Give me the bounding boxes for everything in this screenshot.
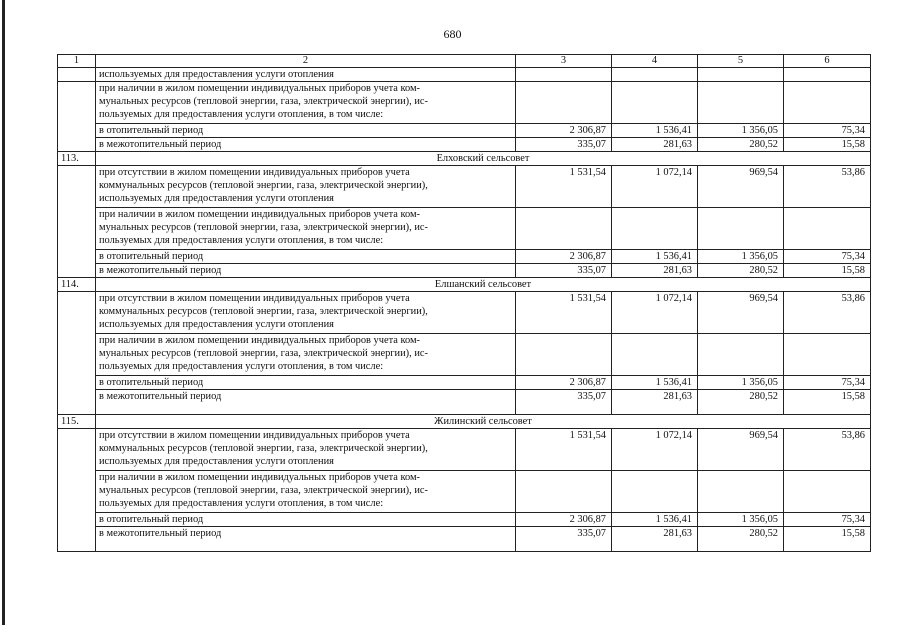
text-line: при наличии в жилом помещении индивидуальных приборов учета ком- (99, 83, 421, 94)
table-row (58, 250, 871, 264)
value-cell: 15,58 (784, 527, 871, 552)
value-cell: 1 531,54 (516, 429, 612, 471)
value-cell: 1 356,05 (698, 124, 784, 138)
table-row (58, 166, 871, 208)
table-cell (58, 429, 96, 552)
value-cell: 15,58 (784, 264, 871, 278)
row-description (96, 429, 516, 471)
section-number: 114. (58, 278, 96, 292)
section-name: Жилинский сельсовет (96, 415, 871, 429)
text-line: мунальных ресурсов (тепловой энергии, газа, электрической энергии), ис- (99, 96, 428, 107)
text-line: пользуемых для предоставления услуги отопления, в том числе: (99, 361, 384, 372)
value-cell: 75,34 (784, 124, 871, 138)
value-cell: 53,86 (784, 429, 871, 471)
header-cell: 3 (516, 55, 612, 68)
row-label: в межотопительный период (96, 527, 516, 552)
text-line: при наличии в жилом помещении индивидуальных приборов учета ком- (99, 209, 421, 220)
text-line: коммунальных ресурсов (тепловой энергии, газа, электрической энергии), (99, 306, 428, 317)
binding-edge (2, 0, 5, 625)
value-cell: 75,34 (784, 513, 871, 527)
header-cell: 5 (698, 55, 784, 68)
table-cell (612, 68, 698, 82)
row-description (96, 208, 516, 250)
value-cell: 1 072,14 (612, 429, 698, 471)
text-line: используемых для предоставления услуги отопления (99, 456, 334, 467)
page-number: 680 (443, 27, 462, 41)
text-line: коммунальных ресурсов (тепловой энергии, газа, электрической энергии), (99, 180, 428, 191)
section-number: 115. (58, 415, 96, 429)
value-cell: 280,52 (698, 527, 784, 552)
value-cell (698, 82, 784, 124)
value-cell (698, 208, 784, 250)
section-number: 113. (58, 152, 96, 166)
table-row (58, 513, 871, 527)
row-label: в межотопительный период (96, 264, 516, 278)
value-cell: 1 356,05 (698, 250, 784, 264)
row-label: в отопительный период (96, 513, 516, 527)
value-cell: 335,07 (516, 390, 612, 415)
text-line: используемых для предоставления услуги отопления (99, 193, 334, 204)
section-row (58, 152, 871, 166)
text-line: пользуемых для предоставления услуги отопления, в том числе: (99, 235, 384, 246)
value-cell: 1 536,41 (612, 376, 698, 390)
value-cell: 1 536,41 (612, 250, 698, 264)
value-cell (612, 208, 698, 250)
section-row (58, 415, 871, 429)
value-cell: 281,63 (612, 527, 698, 552)
table-cell (58, 292, 96, 415)
text-line: мунальных ресурсов (тепловой энергии, газа, электрической энергии), ис- (99, 485, 428, 496)
value-cell: 281,63 (612, 138, 698, 152)
value-cell: 335,07 (516, 138, 612, 152)
value-cell: 969,54 (698, 429, 784, 471)
row-description (96, 82, 516, 124)
value-cell (698, 471, 784, 513)
value-cell: 1 536,41 (612, 124, 698, 138)
value-cell (612, 471, 698, 513)
table-cell (784, 68, 871, 82)
table-cell (58, 68, 96, 82)
value-cell: 969,54 (698, 292, 784, 334)
table-row (58, 264, 871, 278)
value-cell: 2 306,87 (516, 513, 612, 527)
value-cell: 53,86 (784, 292, 871, 334)
value-cell: 75,34 (784, 250, 871, 264)
text-line: пользуемых для предоставления услуги отопления, в том числе: (99, 109, 384, 120)
table-cell (58, 166, 96, 278)
text-line: мунальных ресурсов (тепловой энергии, газа, электрической энергии), ис- (99, 348, 428, 359)
value-cell: 969,54 (698, 166, 784, 208)
continuation-text: используемых для предоставления услуги отопления (96, 68, 516, 82)
value-cell: 1 536,41 (612, 513, 698, 527)
header-cell: 2 (96, 55, 516, 68)
value-cell: 1 531,54 (516, 166, 612, 208)
table-row (58, 124, 871, 138)
table-row (58, 138, 871, 152)
value-cell: 2 306,87 (516, 376, 612, 390)
value-cell (516, 334, 612, 376)
row-label: в отопительный период (96, 124, 516, 138)
header-cell: 6 (784, 55, 871, 68)
section-name: Елшанский сельсовет (96, 278, 871, 292)
table-cell (698, 68, 784, 82)
value-cell: 75,34 (784, 376, 871, 390)
value-cell: 280,52 (698, 390, 784, 415)
text-line: при наличии в жилом помещении индивидуальных приборов учета ком- (99, 472, 421, 483)
value-cell: 335,07 (516, 527, 612, 552)
text-line: при наличии в жилом помещении индивидуальных приборов учета ком- (99, 335, 421, 346)
table-row (58, 208, 871, 250)
value-cell: 281,63 (612, 264, 698, 278)
value-cell (516, 208, 612, 250)
value-cell (784, 471, 871, 513)
row-label: в отопительный период (96, 376, 516, 390)
header-cell: 1 (58, 55, 96, 68)
text-line: мунальных ресурсов (тепловой энергии, газа, электрической энергии), ис- (99, 222, 428, 233)
value-cell: 280,52 (698, 264, 784, 278)
value-cell: 1 072,14 (612, 292, 698, 334)
header-row (58, 55, 871, 68)
text-line: при отсутствии в жилом помещении индивидуальных приборов учета (99, 293, 410, 304)
table-cell (58, 82, 96, 152)
value-cell (516, 82, 612, 124)
value-cell: 15,58 (784, 138, 871, 152)
value-cell (784, 208, 871, 250)
text-line: при отсутствии в жилом помещении индивидуальных приборов учета (99, 430, 410, 441)
header-cell: 4 (612, 55, 698, 68)
value-cell: 1 072,14 (612, 166, 698, 208)
value-cell: 2 306,87 (516, 124, 612, 138)
section-row (58, 278, 871, 292)
row-description (96, 166, 516, 208)
table-row (58, 68, 871, 82)
tariff-table (57, 54, 871, 552)
row-label: в межотопительный период (96, 390, 516, 415)
text-line: пользуемых для предоставления услуги отопления, в том числе: (99, 498, 384, 509)
value-cell: 2 306,87 (516, 250, 612, 264)
row-label: в отопительный период (96, 250, 516, 264)
text-line: коммунальных ресурсов (тепловой энергии, газа, электрической энергии), (99, 443, 428, 454)
table-row (58, 292, 871, 334)
value-cell: 1 531,54 (516, 292, 612, 334)
table-row (58, 82, 871, 124)
value-cell: 53,86 (784, 166, 871, 208)
value-cell (612, 82, 698, 124)
value-cell (784, 334, 871, 376)
table-row (58, 390, 871, 415)
section-name: Елховский сельсовет (96, 152, 871, 166)
value-cell (516, 471, 612, 513)
value-cell: 1 356,05 (698, 513, 784, 527)
value-cell: 281,63 (612, 390, 698, 415)
row-label: в межотопительный период (96, 138, 516, 152)
table-row (58, 471, 871, 513)
value-cell: 1 356,05 (698, 376, 784, 390)
text-line: используемых для предоставления услуги отопления (99, 319, 334, 330)
table-row (58, 527, 871, 552)
value-cell: 15,58 (784, 390, 871, 415)
table-row (58, 429, 871, 471)
value-cell: 280,52 (698, 138, 784, 152)
row-description (96, 292, 516, 334)
value-cell: 335,07 (516, 264, 612, 278)
text-line: при отсутствии в жилом помещении индивидуальных приборов учета (99, 167, 410, 178)
value-cell (784, 82, 871, 124)
row-description (96, 334, 516, 376)
table-row (58, 376, 871, 390)
table-row (58, 334, 871, 376)
value-cell (698, 334, 784, 376)
value-cell (612, 334, 698, 376)
table-cell (516, 68, 612, 82)
row-description (96, 471, 516, 513)
